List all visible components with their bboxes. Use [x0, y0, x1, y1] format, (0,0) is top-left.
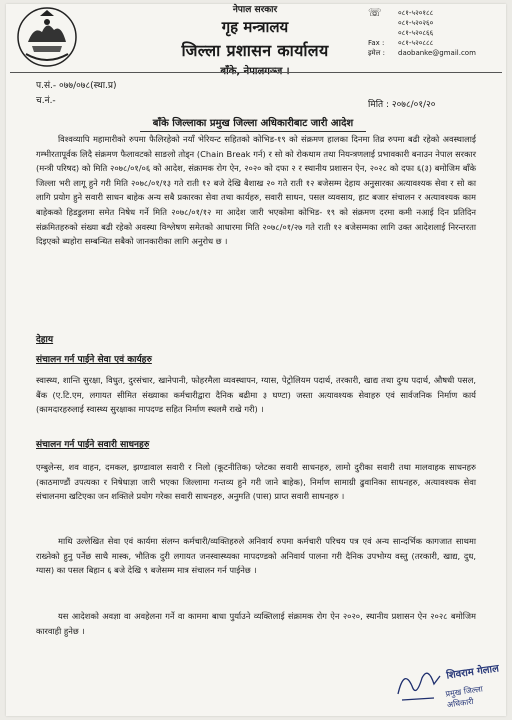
phone-3: ०८१-५२०८६६: [398, 29, 434, 37]
vehicles-heading: संचालन गर्न पाईने सवारी साधनहरु: [36, 440, 150, 450]
phone-1: ०८१-५२०१८८: [398, 9, 434, 17]
fax-number: ०८१-५२०८८८: [398, 39, 434, 47]
phone-2: ०८१-५२०२६०: [398, 19, 434, 27]
contact-block: [368, 8, 476, 58]
document-title: बाँके जिल्लाका प्रमुख जिल्ला अधिकारीबाट जारी आदेश: [140, 115, 366, 132]
conditions-paragraph: माथि उल्लेखित सेवा एवं कार्यमा संलग्न कर्मचारी/व्यक्तिहरुले अनिवार्य रुपमा कर्मचारी परिचय पत्र एवं अन्य सान्दर्भिक कागजात साथमा राख्नेको हुनु पर्नेछ साथै मास्क, भौतिक दुरी लगायत जनस्वास्थ्यका मापदण्डको अनिवार्य पालना गरी दैनिक उपभोग्य वस्तु (तरकारी, खाद्य, दुध, ग्यास) का पसल बिहान ६ बजे देखि ९ बजेसम्म मात्र संचालन गर्न पाईनेछ ।: [36, 536, 476, 576]
letter-date: मिति : २०७८/०१/२०: [368, 100, 436, 110]
dispatch-number: च.नं.-: [36, 96, 56, 106]
government-label: नेपाल सरकार: [232, 5, 278, 15]
office-address: बाँके, नेपालगञ्ज ।: [220, 66, 290, 77]
phone-icon: ☏: [368, 6, 382, 19]
email-address: daobanke@gmail.com: [398, 49, 476, 57]
dehaya-heading: देहाय: [36, 335, 54, 345]
services-paragraph: स्वास्थ्य, शान्ति सुरक्षा, विधुत, दुरसंचार, खानेपानी, फोहरमैला व्यवस्थापन, ग्यास, पेट्रोलियम पदार्थ, तरकारी, खाद्य तथा दुग्ध पदार्थ, औषधी पसल, बैंक (ए.टि.एम, लगायत सीमित संख्याका कर्मचारीद्वारा दैनिक बढीमा ३ घण्टा) जस्ता अत्यावश्यक सेवाहरु एवं सार्वजनिक निर्माण कार्य (कामदारहरुलाई स्वास्थ्य सुरक्षाका मापदण्ड सहित निर्माण स्थलमै राखे गरी) ।: [36, 375, 476, 415]
ministry-name: गृह मन्त्रालय: [221, 18, 289, 36]
letter-reference: प.सं.- ०७७/०७८(स्था.प्र): [36, 81, 117, 91]
signatory-name: शिवराम गेलाल: [445, 663, 500, 682]
email-label: इमेल :: [368, 49, 385, 57]
office-name: जिल्ला प्रशासन कार्यालय: [181, 41, 329, 60]
intro-paragraph: विश्वव्यापि महामारीको रुपमा फैलिरहेको नयाँ भेरियन्ट सहितको कोभिड-१९ को संक्रमण हालका दिनमा तिव्र रुपमा बढी रहेको अवस्थालाई गम्भीरतापूर्वक लिदै संक्रमण फैलावटको साङलो तोड्न (Chain Break गर्न) र सो को रोकथाम तथा नियन्त्रणलाई प्रभावकारी बनाउन नेपाल सरकार (मन्त्री परिषद) को मिति २०७८/०१/०६ को आदेश, संक्रामक रोग ऐन, २०२० को दफा २ र स्थानीय प्रशासन ऐन, २०२८ को दफा ६(३) बमोजिम बाँके जिल्ला भरी लागू हुने गरी मिति २०७८/०१/१३ गते राती १२ बजे देखि बैशाख २० गते राती १२ बजेसम्म देहाय अनुसारका अत्यावश्यक सेवा र सो का लागि प्रयोग हुने सवारी साधन बाहेक अन्य सबै प्रकारका सेवा तथा कार्यहरु, सवारी साधन, पसल व्यवसाय, हाट बजार संचालन र अत्यावश्यक काम बाहेकको हिडडुलमा समेत निषेध गर्ने मिति २०७८/०१/१२ मा आदेश जारी भएकोमा कोभिड- १९ को संक्रमण दरमा कमी नआई दिन प्रतिदिन संक्रमितहरुको संख्या बढी रहेको अवस्था विश्लेषण समेतको आधारमा मिति २०७८/०१/२७ गते राती १२ बजेसम्मका लागि उक्त आदेशलाई निरन्तरता दिइएको ब्यहोरा सम्बन्धित सबैको जानकारीका लागि अनुरोध छ ।: [36, 134, 476, 247]
header-divider: [10, 72, 502, 73]
penalty-paragraph: यस आदेशको अवज्ञा वा अवहेलना गर्ने वा काममा बाधा पुर्याउने व्यक्तिलाई संक्रामक रोग ऐन २०२०, स्थानीय प्रशासन ऐन २०२८ बमोजिम कारवाही हुनेछ ।: [36, 611, 476, 636]
nepal-emblem-icon: [16, 6, 78, 68]
fax-label: Fax :: [368, 39, 385, 47]
services-heading: संचालन गर्न पाईने सेवा एवं कार्यहरु: [36, 355, 152, 365]
letterhead: [150, 2, 360, 77]
signatory-title: प्रमुख जिल्ला अधिकारी: [444, 684, 484, 710]
vehicles-paragraph: एम्बुलेन्स, शव वाहन, दमकल, झण्डावाल सवारी र निलो (कूटनीतिक) प्लेटका सवारी साधनहरु, लामो दुरीका सवारी तथा मालवाहक साधनहरु (काठमाण्डौं उपत्यका र निषेधाज्ञा जारी भएका जिल्लामा गन्तव्य हुने गरी जाने बाहेक), निर्माण सामाग्री ढुवानिका साधनहरु, अत्यावश्यक सेवा संचालनमा खटिएका जन शक्तिले प्रयोग गरेका सवारी साधनहरु, अनुमति (पास) प्राप्त सवारी साधनहरु ।: [36, 462, 476, 502]
